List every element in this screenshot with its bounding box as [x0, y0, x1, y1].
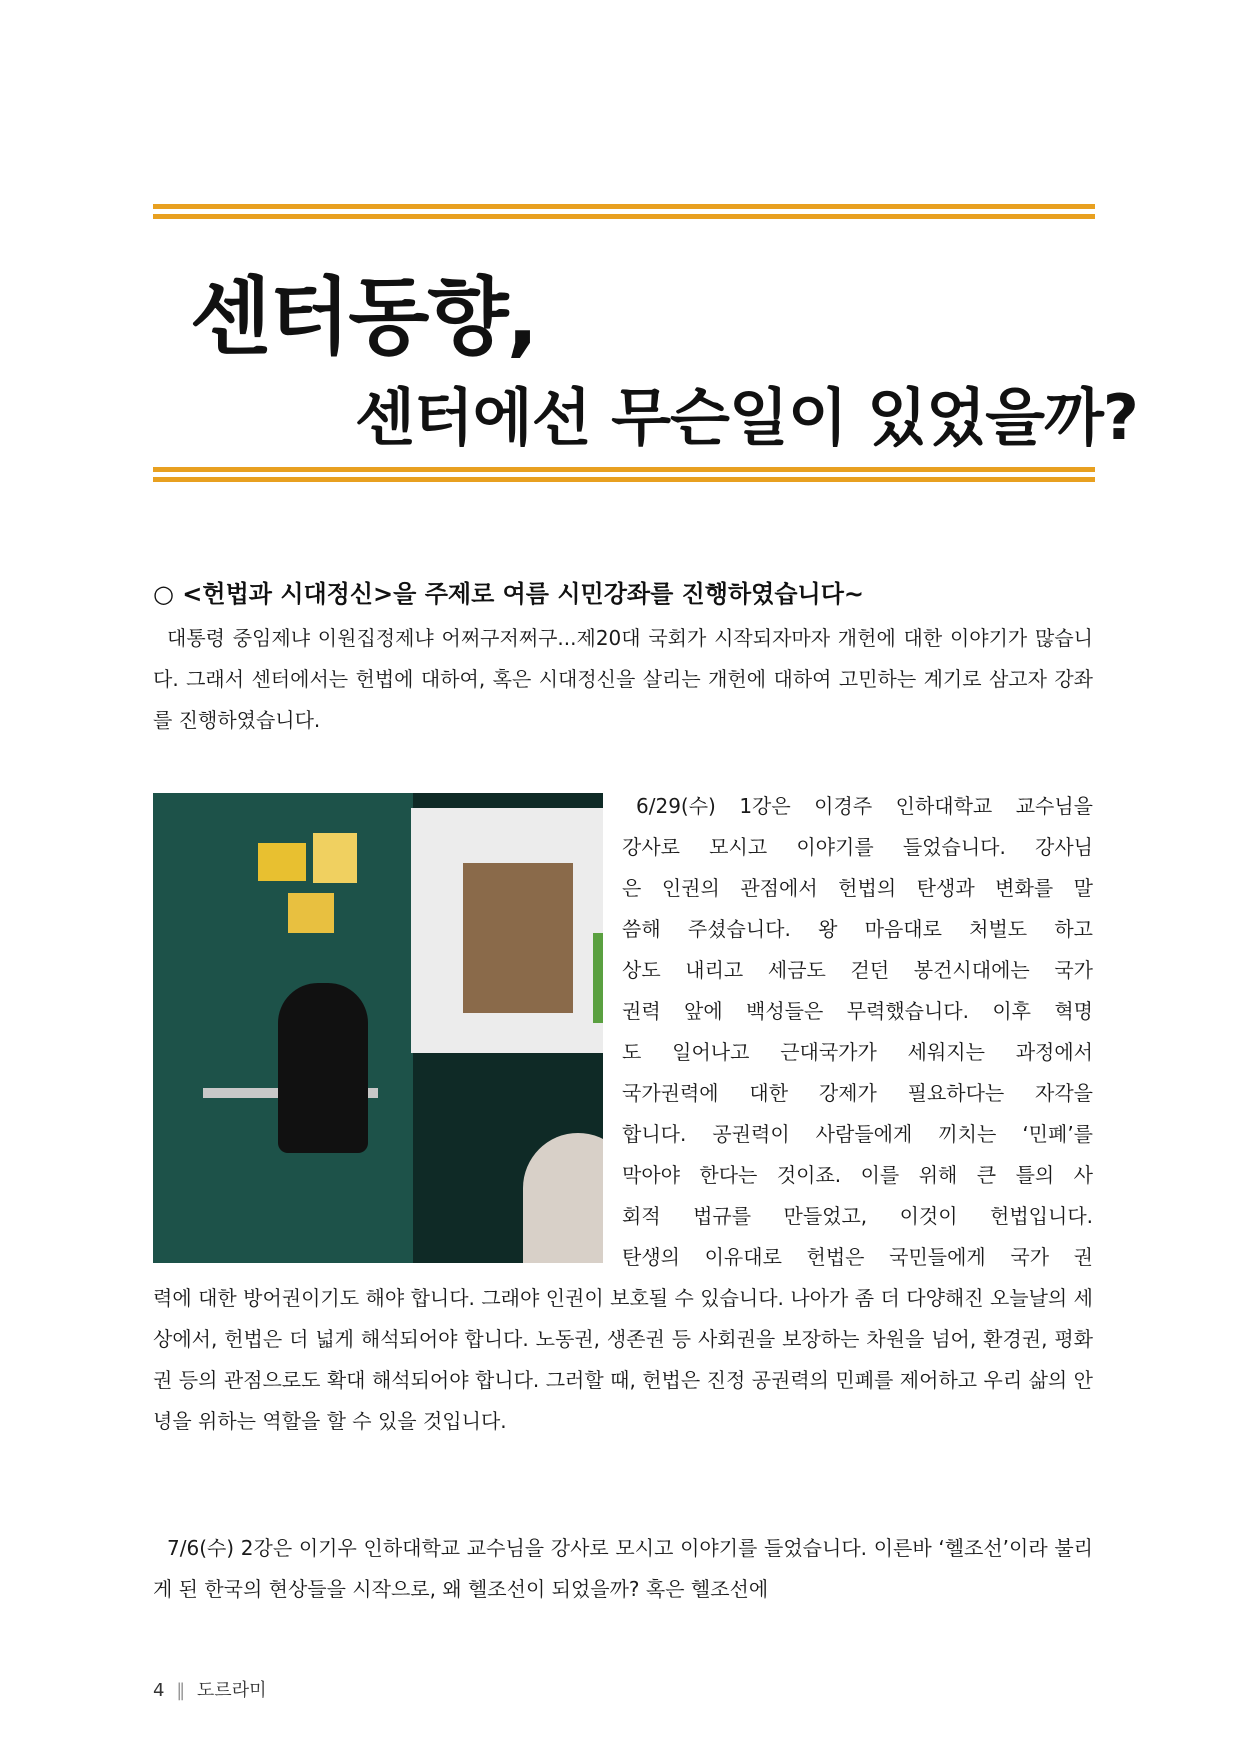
bottom-rule-1 — [153, 467, 1095, 472]
lecture1-line: 도 일어나고 근대국가가 세워지는 과정에서 — [622, 1040, 1093, 1064]
photo-speaker — [278, 983, 368, 1153]
slide-accent — [593, 933, 603, 1023]
lecture1-line: 강사로 모시고 이야기를 들었습니다. 강사님 — [622, 835, 1093, 859]
photo-poster — [313, 833, 357, 883]
top-rule-1 — [153, 204, 1095, 209]
photo-poster — [258, 843, 306, 881]
lecture2-paragraph: 7/6(수) 2강은 이기우 인하대학교 교수님을 강사로 모시고 이야기를 들었습니다. 이른바 ‘헬조선’이라 불리게 된 한국의 현상들을 시작으로, 왜 헬조선이 되었을까? 혹은 헬조선에 — [153, 1536, 1093, 1601]
top-rule-2 — [153, 214, 1095, 219]
lecture1-wrap-text — [622, 786, 1093, 1278]
lecture1-line: 상도 내리고 세금도 걷던 봉건시대에는 국가 — [622, 958, 1093, 982]
lecture1-line: 회적 법규를 만들었고, 이것이 헌법입니다. — [622, 1204, 1093, 1228]
lecture1-line: 권력 앞에 백성들은 무력했습니다. 이후 혁명 — [622, 999, 1093, 1023]
lecture1-line: 합니다. 공권력이 사람들에게 끼치는 ‘민폐’를 — [622, 1122, 1093, 1146]
section-heading: ○ <헌법과 시대정신>을 주제로 여름 시민강좌를 진행하였습니다~ — [153, 580, 865, 608]
lecture1-line: 탄생의 이유대로 헌법은 국민들에게 국가 권 — [622, 1245, 1093, 1269]
bottom-rule-2 — [153, 477, 1095, 482]
publication-name: 도르라미 — [196, 1680, 267, 1701]
footer-separator: ‖ — [176, 1680, 186, 1701]
lecture1-continuation: 력에 대한 방어권이기도 해야 합니다. 그래야 인권이 보호될 수 있습니다. 나아가 좀 더 다양해진 오늘날의 세상에서, 헌법은 더 넓게 해석되어야 합니다. 노동권, 생존권 등 사회권을 보장하는 차원을 넘어, 환경권, 평화권 등의 관점으로도 확대 해석되어야 합니다. 그러할 때, 헌법은 진정 공권력의 민폐를 제어하고 우리 삶의 안녕을 위하는 역할을 할 수 있을 것입니다. — [153, 1286, 1093, 1433]
slide-portrait — [463, 863, 573, 1013]
lecture1-line: 씀해 주셨습니다. 왕 마음대로 처벌도 하고 — [622, 917, 1093, 941]
page-number: 4 — [153, 1680, 165, 1701]
lecture1-line: 국가권력에 대한 강제가 필요하다는 자각을 — [622, 1081, 1093, 1105]
photo-audience — [523, 1133, 603, 1263]
lecture1-line: 막아야 한다는 것이죠. 이를 위해 큰 틀의 사 — [622, 1163, 1093, 1187]
page-subtitle: 센터에선 무슨일이 있었을까? — [355, 381, 1138, 454]
intro-paragraph: 대통령 중임제냐 이원집정제냐 어쩌구저쩌구...제20대 국회가 시작되자마자 개헌에 대한 이야기가 많습니다. 그래서 센터에서는 헌법에 대하여, 혹은 시대정신을 살리는 개헌에 대하여 고민하는 계기로 삼고자 강좌를 진행하였습니다. — [153, 626, 1093, 732]
page-title: 센터동향, — [190, 268, 537, 366]
lecture1-line: 은 인권의 관점에서 헌법의 탄생과 변화를 말 — [622, 876, 1093, 900]
lecture-photo — [153, 793, 603, 1263]
lecture1-line: 6/29(수) 1강은 이경주 인하대학교 교수님을 — [636, 794, 1093, 818]
photo-poster — [288, 893, 334, 933]
page-footer — [153, 1676, 266, 1702]
